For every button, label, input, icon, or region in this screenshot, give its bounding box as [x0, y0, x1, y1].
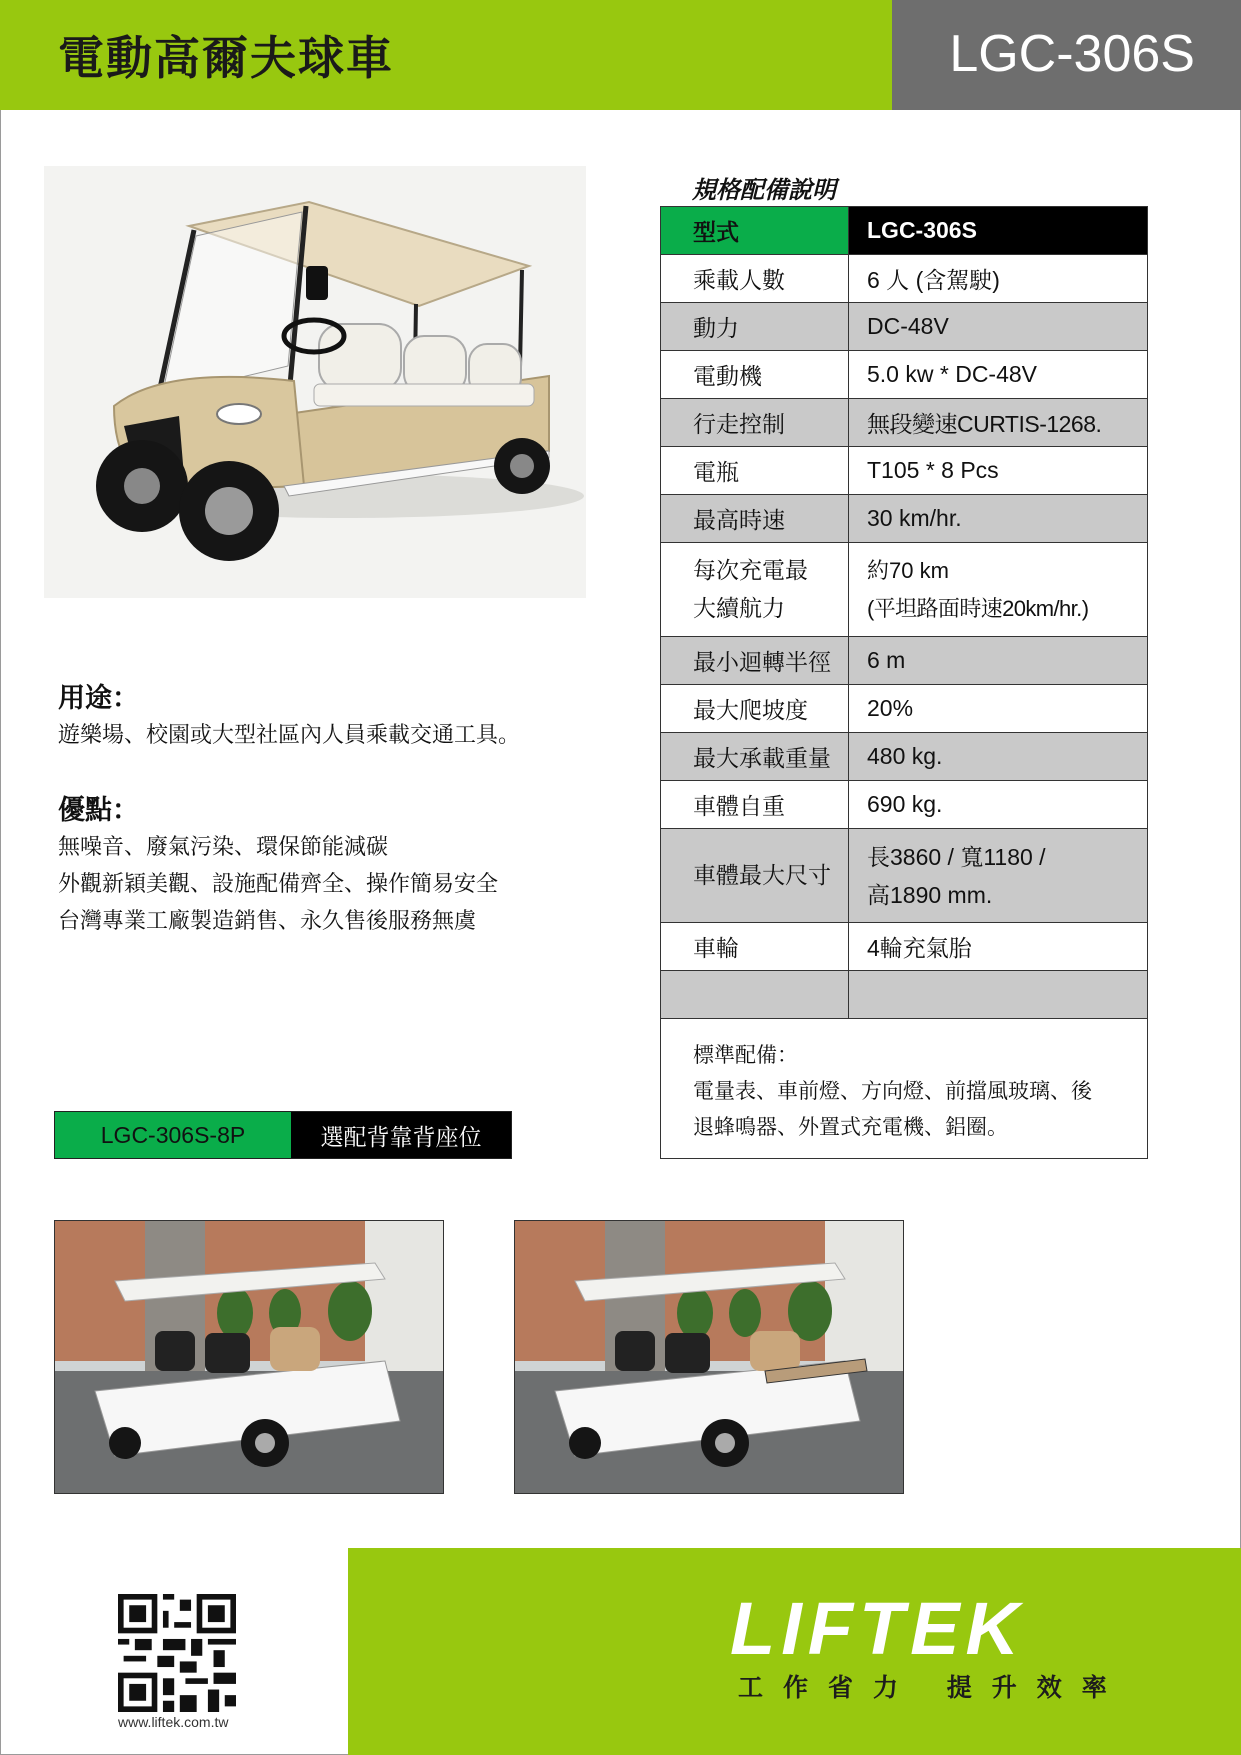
standard-equipment-line: 電量表、車前燈、方向燈、前擋風玻璃、後	[693, 1079, 1092, 1103]
spec-value: 20%	[849, 685, 1148, 733]
spec-value	[849, 829, 1148, 923]
spec-key: 最大承載重量	[661, 733, 849, 781]
brand-name: LIFTEK	[730, 1594, 1025, 1664]
spec-value: 無段變速CURTIS-1268.	[849, 399, 1148, 447]
brand-logo	[730, 1594, 1130, 1664]
spec-key: 車體自重	[661, 781, 849, 829]
option-label: 選配背靠背座位	[291, 1112, 511, 1158]
spec-value: LGC-306S	[849, 207, 1148, 255]
spec-value-line: 約70 km	[867, 557, 949, 583]
standard-equipment-title: 標準配備：	[693, 1043, 798, 1067]
table-row	[661, 829, 1148, 923]
advantages-heading: 優點：	[58, 795, 139, 826]
spec-value: 6 m	[849, 637, 1148, 685]
spec-key: 最高時速	[661, 495, 849, 543]
spec-value-empty	[849, 971, 1148, 1019]
spec-value: T105 * 8 Pcs	[849, 447, 1148, 495]
product-photo	[44, 166, 586, 598]
standard-equipment-line: 退蜂鳴器、外置式充電機、鋁圈。	[693, 1115, 1008, 1139]
table-row	[661, 399, 1148, 447]
spec-value-line: 高1890 mm.	[867, 881, 993, 908]
page-title: 電動高爾夫球車	[58, 31, 394, 85]
option-badge	[54, 1111, 512, 1159]
option-photo-2	[514, 1220, 904, 1494]
table-row	[661, 495, 1148, 543]
option-photo-1	[54, 1220, 444, 1494]
spec-value: DC-48V	[849, 303, 1148, 351]
spec-key: 車體最大尺寸	[661, 829, 849, 923]
spec-key-line: 每次充電最	[693, 557, 808, 584]
table-row	[661, 303, 1148, 351]
spec-key	[661, 543, 849, 637]
spec-value: 4輪充氣胎	[849, 923, 1148, 971]
table-row	[661, 543, 1148, 637]
table-row	[661, 255, 1148, 303]
spec-caption: 規格配備說明	[692, 176, 836, 204]
spec-key-empty	[661, 971, 849, 1019]
spec-key: 型式	[661, 207, 849, 255]
table-row	[661, 733, 1148, 781]
spec-value: 30 km/hr.	[849, 495, 1148, 543]
spec-value: 690 kg.	[849, 781, 1148, 829]
spec-key: 乘載人數	[661, 255, 849, 303]
usage-text: 遊樂場、校園或大型社區內人員乘載交通工具。	[58, 723, 521, 748]
spec-table	[660, 206, 1148, 1159]
table-row	[661, 447, 1148, 495]
model-title: LGC-306S	[949, 25, 1195, 83]
table-row	[661, 351, 1148, 399]
standard-equipment-row	[661, 1019, 1148, 1159]
spec-key: 車輪	[661, 923, 849, 971]
spec-value-line: (平坦路面時速20km/hr.)	[867, 595, 1089, 621]
usage-heading: 用途：	[58, 683, 139, 714]
standard-equipment	[661, 1019, 1148, 1159]
advantage-line: 外觀新穎美觀、設施配備齊全、操作簡易安全	[58, 872, 499, 897]
table-row	[661, 923, 1148, 971]
table-row	[661, 637, 1148, 685]
spec-key: 動力	[661, 303, 849, 351]
spec-key: 電瓶	[661, 447, 849, 495]
advantage-line: 無噪音、廢氣污染、環保節能減碳	[58, 835, 389, 860]
table-row	[661, 207, 1148, 255]
spec-key-line: 大續航力	[693, 595, 785, 622]
spec-key: 行走控制	[661, 399, 849, 447]
spec-value-line: 長3860 / 寬1180 /	[867, 843, 1046, 870]
website-url: www.liftek.com.tw	[118, 1714, 229, 1730]
table-row	[661, 781, 1148, 829]
spec-value: 6 人 (含駕駛)	[849, 255, 1148, 303]
spec-key: 最小迴轉半徑	[661, 637, 849, 685]
slogan: 工作省力 提升效率	[738, 1673, 1127, 1702]
option-model: LGC-306S-8P	[55, 1112, 291, 1158]
spec-value: 5.0 kw * DC-48V	[849, 351, 1148, 399]
spec-value: 480 kg.	[849, 733, 1148, 781]
advantage-line: 台灣專業工廠製造銷售、永久售後服務無虞	[58, 909, 477, 934]
table-row	[661, 685, 1148, 733]
table-row-empty	[661, 971, 1148, 1019]
qr-code-icon	[118, 1594, 236, 1712]
spec-key: 最大爬坡度	[661, 685, 849, 733]
spec-key: 電動機	[661, 351, 849, 399]
spec-value	[849, 543, 1148, 637]
